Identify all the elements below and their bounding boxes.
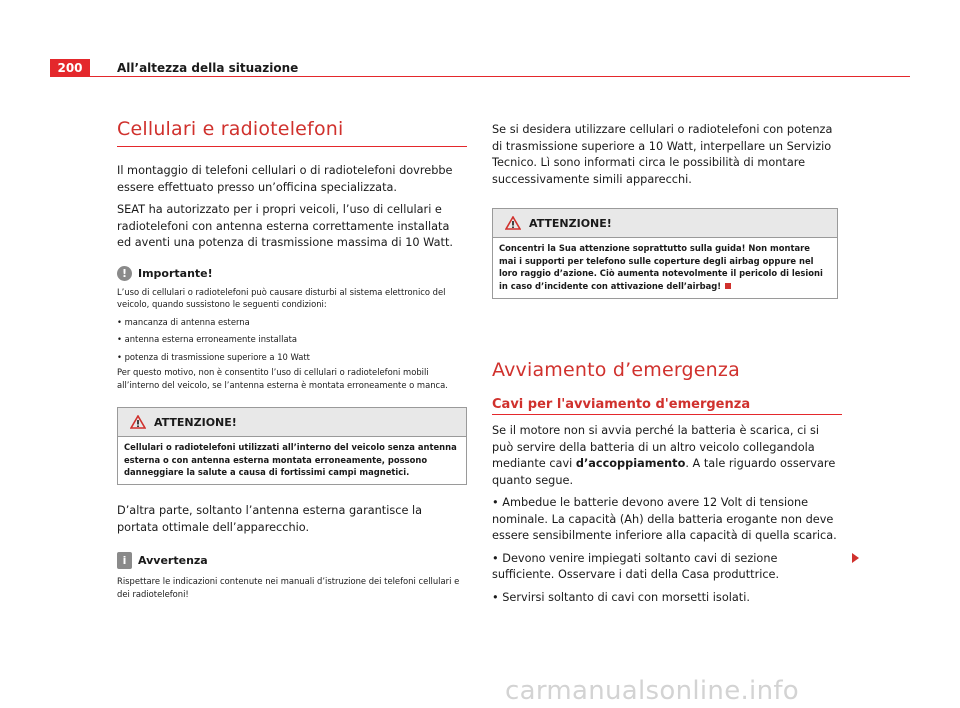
continue-arrow-icon	[852, 553, 859, 563]
paragraph: Il montaggio di telefoni cellulari o di radiotelefoni dovrebbe essere effettuato presso un’officina specializzata.	[117, 164, 453, 194]
warning-text-content: Concentri la Sua attenzione soprattutto sulla guida! Non montare mai i supporti per telefono sulle coperture degli airbag oppure nel loro raggio d’azione. Ciò aumenta notevolmente il pericolo di lesioni in caso d’incidente con attivazione dell’airbag!	[499, 243, 823, 291]
paragraph: Se si desidera utilizzare cellulari o radiotelefoni con potenza di trasmissione superiore a 10 Watt, interpellare un Servizio Tecnico. Lì sono informati circa le possibilità di montare successivamente simili apparecchi.	[492, 123, 833, 186]
section-heading-avviamento: Avviamento d’emergenza	[492, 359, 740, 381]
warning-triangle-icon	[505, 216, 521, 230]
exclamation-icon: !	[117, 266, 132, 281]
section-end-mark	[725, 283, 731, 289]
warning-title: ATTENZIONE!	[154, 415, 237, 429]
header-title: All’altezza della situazione	[117, 61, 299, 75]
note-notice	[117, 552, 467, 600]
important-title: Importante!	[138, 266, 213, 280]
heading-divider	[117, 146, 467, 147]
important-intro: L’uso di cellulari o radiotelefoni può causare disturbi al sistema elettronico del veicolo, quando sussistono le seguenti condizioni:	[117, 286, 446, 309]
list-item: • potenza di trasmissione superiore a 10 Watt	[117, 351, 310, 362]
emphasis-term: d’accoppiamento	[575, 457, 686, 470]
subsection	[492, 397, 842, 415]
note-title: Avvertenza	[138, 554, 208, 567]
paragraph: D’altra parte, soltanto l’antenna esterna garantisce la portata ottimale dell’apparecchio.	[117, 504, 423, 534]
important-header	[117, 266, 467, 281]
warning-box	[492, 208, 838, 299]
paragraph-text: . A tale riguardo osservare quanto segue.	[492, 457, 836, 487]
list-item: • mancanza di antenna esterna	[117, 316, 250, 327]
page-number: 200	[50, 59, 90, 77]
subsection-heading: Cavi per l'avviamento d'emergenza	[492, 397, 751, 412]
left-column	[117, 118, 467, 600]
paragraph: SEAT ha autorizzato per i propri veicoli, l’uso di cellulari e radiotelefoni con antenna esterna correttamente installata ed aventi una potenza di trasmissione massima di 10 Watt.	[117, 203, 453, 249]
warning-title: ATTENZIONE!	[529, 216, 612, 230]
bullet-item: • Devono venire impiegati soltanto cavi di sezione sufficiente. Osservare i dati della Casa produttrice.	[492, 551, 780, 581]
paragraph-text: Se il motore non si avvia perché la batteria è scarica, ci si può servire della batteria di un altro veicolo collegandola mediante cavi	[492, 424, 820, 470]
warning-header	[118, 408, 466, 437]
warning-header	[493, 209, 837, 238]
important-outro: Per questo motivo, non è consentito l’uso di cellulari o radiotelefoni mobili all’interno del veicolo, se l’antenna esterna è montata erroneamente o manca.	[117, 367, 448, 390]
list-item: • antenna esterna erroneamente installata	[117, 334, 297, 344]
bullet-item: • Ambedue le batterie devono avere 12 Volt di tensione nominale. La capacità (Ah) della batteria erogante non deve essere sensibilmente inferiore alla capacità di quella scarica.	[492, 496, 837, 542]
section-heading-cellulari: Cellulari e radiotelefoni	[117, 118, 344, 140]
note-header	[117, 552, 467, 569]
warning-triangle-icon	[130, 415, 146, 429]
warning-text: Cellulari o radiotelefoni utilizzati all’interno del veicolo senza antenna esterna o con antenna esterna montata erroneamente, possono danneggiare la salute a causa di fortissimi campi magnetici.	[124, 442, 457, 478]
note-icon	[117, 552, 132, 569]
paragraph	[492, 423, 842, 489]
important-notice	[117, 266, 467, 392]
header-divider	[90, 76, 910, 77]
watermark: carmanualsonline.info	[505, 676, 800, 706]
note-text: Rispettare le indicazioni contenute nei manuali d’istruzione dei telefoni cellulari e dei radiotelefoni!	[117, 576, 460, 599]
subheading-divider	[492, 414, 842, 415]
right-column	[492, 122, 842, 606]
warning-text	[493, 238, 837, 298]
bullet-item: • Servirsi soltanto di cavi con morsetti isolati.	[492, 590, 750, 604]
warning-box	[117, 407, 467, 485]
